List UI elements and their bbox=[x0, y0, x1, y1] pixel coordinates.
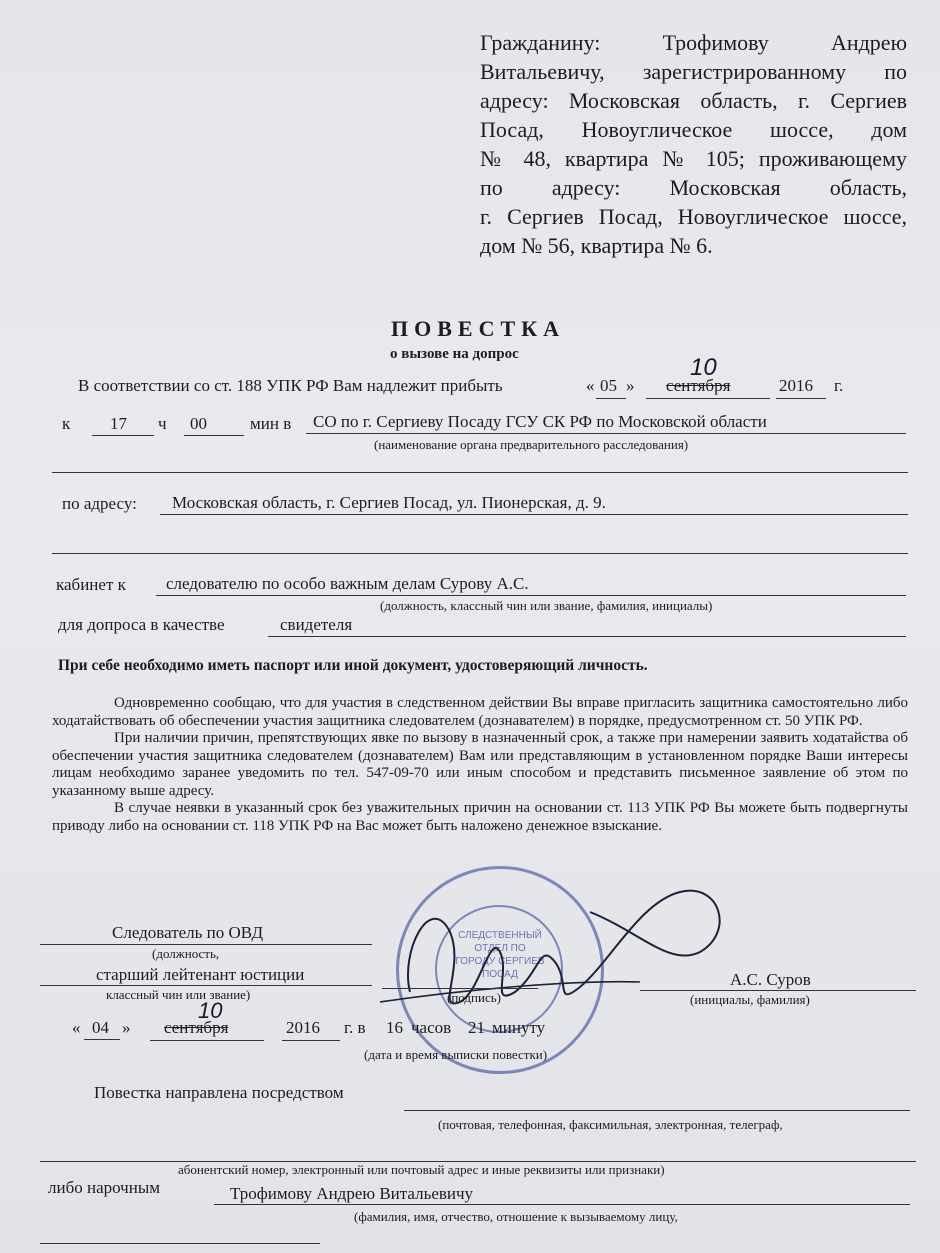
organ-hint: (наименование органа предварительного расследования) bbox=[374, 437, 689, 452]
summons-day-handwritten: 10 bbox=[690, 354, 717, 381]
summons-year: 2016 bbox=[779, 376, 813, 395]
issued-hours: 16 bbox=[386, 1018, 403, 1037]
close-quote: » bbox=[626, 376, 635, 395]
cabinet-investigator: следователю по особо важным делам Сурову А.С. bbox=[166, 574, 529, 593]
signer-position: Следователь по ОВД bbox=[112, 923, 264, 942]
stamp-text: СЛЕДСТВЕННЫЙ ОТДЕЛ ПО ГОРОДУ СЕРГИЕВ ПОСАД bbox=[455, 930, 545, 980]
summons-year-suffix: г. bbox=[834, 376, 844, 395]
body-paragraph-notify: При наличии причин, препятствующих явке по вызову в назначенный срок, а также при намерении заявить ходатайства об обеспечении участия защитника следователем (дознавателем) Вам или представляющим в установленном порядке Ваши интересы лицам необходимо заранее уведомить по тел. 547-09-70 или иным способом и представить письменное заявление об этом по указанному выше адресу. bbox=[52, 730, 908, 799]
signer-rank: старший лейтенант юстиции bbox=[96, 965, 305, 984]
issued-day-handwritten: 10 bbox=[198, 998, 223, 1023]
at-label: к bbox=[62, 414, 71, 433]
summons-hour: 17 bbox=[110, 414, 127, 433]
document-subtitle: о вызове на допрос bbox=[390, 346, 519, 362]
id-notice: При себе необходимо иметь паспорт или иной документ, удостоверяющий личность. bbox=[58, 657, 648, 674]
investigation-organ: СО по г. Сергиеву Посаду ГСУ СК РФ по Московской области bbox=[313, 412, 767, 431]
issued-year: 2016 bbox=[286, 1018, 320, 1037]
body-text bbox=[52, 695, 908, 835]
rank-hint: классный чин или звание) bbox=[106, 987, 251, 1002]
address-label: по адресу: bbox=[62, 494, 137, 513]
issued-month: сентября bbox=[164, 1018, 229, 1037]
sent-label: Повестка направлена посредством bbox=[94, 1083, 344, 1102]
addressee-line: Посад, Новоуглическое шоссе, дом bbox=[480, 117, 907, 142]
document-title: ПОВЕСТКА bbox=[391, 316, 565, 341]
minute-label: мин в bbox=[250, 414, 292, 433]
sent-hint: (почтовая, телефонная, факсимильная, электронная, телеграф, bbox=[438, 1117, 783, 1132]
body-paragraph-defender: Одновременно сообщаю, что для участия в следственном действии Вы вправе пригласить защитника самостоятельно либо ходатайствовать об обеспечении участия защитника следователем (дознавателем) в порядке, предусмотренном ст. 50 УПК РФ. bbox=[52, 695, 908, 729]
summons-month: сентября bbox=[666, 376, 731, 395]
addressee-line: по адресу: Московская область, bbox=[480, 175, 907, 200]
issued-hours-label: часов bbox=[411, 1018, 452, 1037]
cabinet-label: кабинет к bbox=[56, 575, 126, 594]
recipient-hint: (фамилия, имя, отчество, отношение к вызываемому лицу, bbox=[354, 1209, 678, 1224]
hand-delivery-label: либо нарочным bbox=[48, 1178, 161, 1197]
hour-label: ч bbox=[158, 414, 167, 433]
name-hint: (инициалы, фамилия) bbox=[690, 992, 810, 1007]
role-label: для допроса в качестве bbox=[58, 615, 225, 634]
position-hint: (должность, bbox=[152, 946, 220, 961]
addressee-line: дом № 56, квартира № 6. bbox=[480, 233, 713, 258]
summons-minute: 00 bbox=[190, 414, 207, 433]
signature-hint: (подпись) bbox=[447, 990, 501, 1005]
signature-scribble bbox=[340, 872, 740, 1032]
summons-day: 05 bbox=[600, 376, 617, 395]
addressee-block bbox=[480, 28, 907, 260]
issued-minutes: 21 bbox=[468, 1018, 485, 1037]
addressee-line: Гражданину: Трофимову Андрею bbox=[480, 30, 907, 55]
addressee-line: адресу: Московская область, г. Сергиев bbox=[480, 88, 907, 113]
issued-open-quote: « bbox=[72, 1018, 81, 1037]
issued-close-quote: » bbox=[122, 1018, 131, 1037]
issued-minutes-label: минуту bbox=[492, 1018, 546, 1037]
summons-address: Московская область, г. Сергиев Посад, ул. Пионерская, д. 9. bbox=[172, 493, 606, 512]
addressee-line: Витальевичу, зарегистрированному по bbox=[480, 59, 907, 84]
addressee-line: № 48, квартира № 105; проживающему bbox=[480, 146, 907, 171]
issued-hint: (дата и время выписки повестки) bbox=[364, 1047, 548, 1062]
open-quote: « bbox=[586, 376, 595, 395]
summons-role: свидетеля bbox=[280, 615, 353, 634]
cabinet-hint: (должность, классный чин или звание, фамилия, инициалы) bbox=[380, 598, 713, 613]
summons-intro: В соответствии со ст. 188 УПК РФ Вам надлежит прибыть bbox=[78, 376, 503, 395]
body-paragraph-penalty: В случае неявки в указанный срок без уважительных причин на основании ст. 113 УПК РФ Вы можете быть подвергнуты приводу либо на основании ст. 118 УПК РФ на Вас может быть наложено денежное взыскание. bbox=[52, 800, 908, 834]
signer-name: А.С. Суров bbox=[730, 970, 811, 989]
issued-year-suffix: г. в bbox=[344, 1018, 366, 1037]
addressee-line: г. Сергиев Посад, Новоуглическое шоссе, bbox=[480, 204, 907, 229]
sent-hint-2: абонентский номер, электронный или почтовый адрес и иные реквизиты или признаки) bbox=[178, 1162, 665, 1177]
recipient-name: Трофимову Андрею Витальевичу bbox=[230, 1184, 474, 1203]
issued-day: 04 bbox=[92, 1018, 109, 1037]
